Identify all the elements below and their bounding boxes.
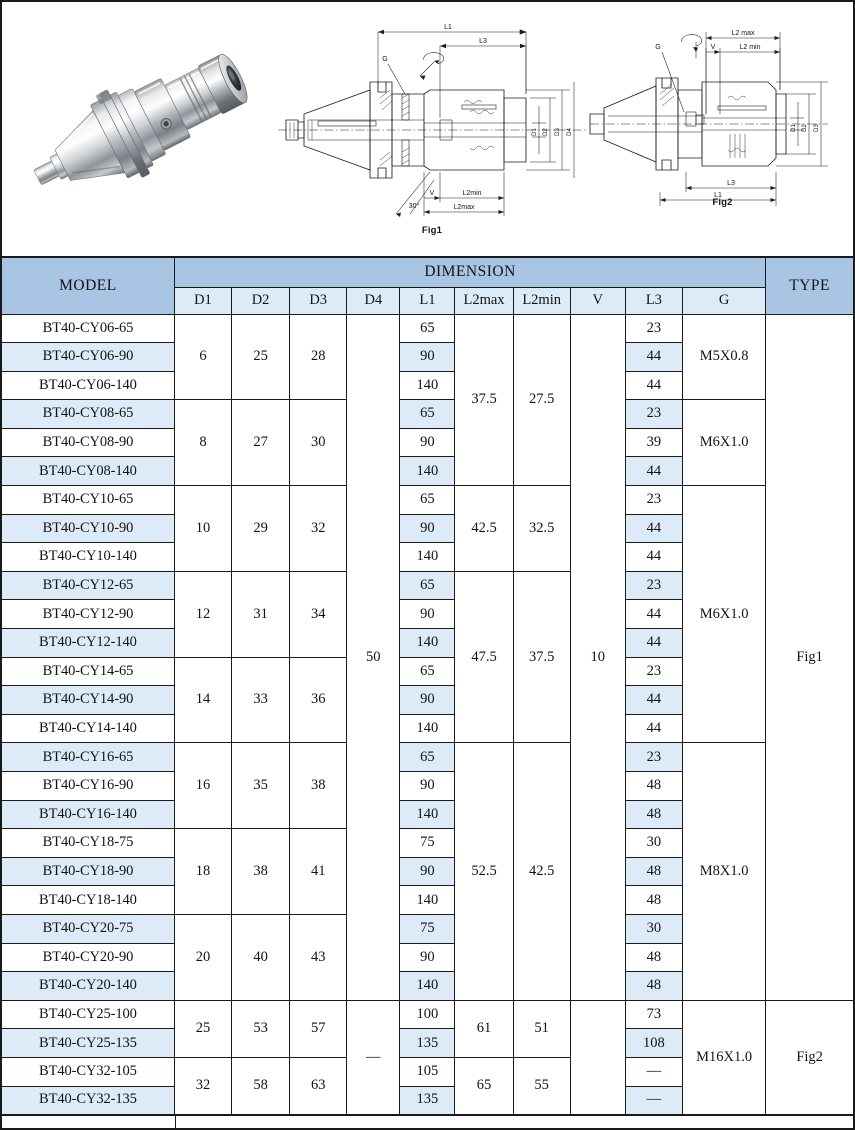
- cell-l3: 23: [625, 400, 682, 429]
- cell-g: M6X1.0: [682, 486, 765, 743]
- cell-l3: 73: [625, 1000, 682, 1029]
- cell-model: BT40-CY20-75: [1, 914, 174, 943]
- cell-l1: 75: [400, 914, 455, 943]
- cell-l3: 48: [625, 772, 682, 801]
- cell-model: BT40-CY12-90: [1, 600, 174, 629]
- fig1-label-d3: D3: [555, 128, 561, 136]
- fig1-drawing: [274, 2, 590, 256]
- cell-d3: 43: [290, 914, 347, 1000]
- cell-l2max: 37.5: [455, 314, 513, 486]
- cell-l2max: 42.5: [455, 486, 513, 572]
- fig2-drawing: [590, 2, 855, 256]
- cell-d2: 25: [232, 314, 290, 400]
- cell-l1: 90: [400, 772, 455, 801]
- cell-model: BT40-CY10-90: [1, 514, 174, 543]
- header-g: G: [682, 287, 765, 314]
- cell-model: BT40-CY14-90: [1, 686, 174, 715]
- fig1-caption: Fig1: [421, 225, 443, 236]
- cell-l2min: 55: [513, 1057, 570, 1114]
- cell-l3: 30: [625, 914, 682, 943]
- cell-model: BT40-CY12-140: [1, 629, 174, 658]
- cell-model: BT40-CY18-90: [1, 857, 174, 886]
- cell-d3: 36: [290, 657, 347, 743]
- header-dimension: DIMENSION: [174, 257, 765, 287]
- cell-l3: 48: [625, 943, 682, 972]
- partial-row-divider: [175, 1116, 176, 1130]
- cell-model: BT40-CY06-65: [1, 314, 174, 343]
- fig1-label-g: G: [382, 56, 388, 63]
- fig2-label-d1: D1: [791, 124, 797, 132]
- table-row: [1, 1000, 854, 1029]
- fig2-label-g: G: [655, 44, 661, 51]
- header-type: TYPE: [766, 257, 854, 314]
- cell-d3: 38: [290, 743, 347, 829]
- cell-model: BT40-CY12-65: [1, 571, 174, 600]
- fig1-label-l2max: L2max: [453, 204, 475, 211]
- cell-l1: 140: [400, 629, 455, 658]
- cell-d2: 27: [232, 400, 290, 486]
- fig2-label-d3: D3: [814, 124, 820, 132]
- cell-model: BT40-CY20-140: [1, 972, 174, 1001]
- cell-l1: 140: [400, 457, 455, 486]
- cell-l2min: 32.5: [513, 486, 570, 572]
- cell-l3: 44: [625, 629, 682, 658]
- cell-model: BT40-CY16-90: [1, 772, 174, 801]
- cell-l1: 90: [400, 943, 455, 972]
- cell-model: BT40-CY14-65: [1, 657, 174, 686]
- table-row: [1, 314, 854, 343]
- cell-l1: 90: [400, 600, 455, 629]
- cell-l2min: 51: [513, 1000, 570, 1057]
- cell-l1: 65: [400, 743, 455, 772]
- cell-d1: 20: [174, 914, 231, 1000]
- cell-d1: 16: [174, 743, 231, 829]
- cell-l1: 90: [400, 686, 455, 715]
- cell-d2: 40: [232, 914, 290, 1000]
- cell-l1: 140: [400, 972, 455, 1001]
- cell-model: BT40-CY18-140: [1, 886, 174, 915]
- cell-l1: 65: [400, 486, 455, 515]
- cell-l3: 48: [625, 857, 682, 886]
- cell-d1: 32: [174, 1057, 231, 1114]
- cell-l3: 44: [625, 714, 682, 743]
- fig1-label-angle: 30°: [408, 203, 420, 210]
- cell-l3: 30: [625, 829, 682, 858]
- cell-l1: 140: [400, 371, 455, 400]
- cell-l3: 23: [625, 314, 682, 343]
- cell-l1: 90: [400, 857, 455, 886]
- header-d3: D3: [290, 287, 347, 314]
- cell-l2max: 65: [455, 1057, 513, 1114]
- fig1-label-d4: D4: [567, 128, 573, 136]
- header-l1: L1: [400, 287, 455, 314]
- cell-model: BT40-CY20-90: [1, 943, 174, 972]
- cell-model: BT40-CY10-65: [1, 486, 174, 515]
- table-head: [1, 257, 854, 314]
- figure-panel: [0, 0, 855, 256]
- cell-d3: 28: [290, 314, 347, 400]
- cell-d2: 33: [232, 657, 290, 743]
- cell-l1: 65: [400, 314, 455, 343]
- cell-l3: 44: [625, 543, 682, 572]
- header-model: MODEL: [1, 257, 174, 314]
- fig2-label-l3: L3: [727, 180, 735, 187]
- cell-d3: 57: [290, 1000, 347, 1057]
- cell-model: BT40-CY16-140: [1, 800, 174, 829]
- fig1-label-l2min: L2min: [462, 190, 482, 197]
- cell-l1: 140: [400, 886, 455, 915]
- cell-model: BT40-CY16-65: [1, 743, 174, 772]
- fig2-label-l2max: L2 max: [731, 30, 755, 37]
- cell-model: BT40-CY25-100: [1, 1000, 174, 1029]
- cell-v: 10: [570, 314, 625, 1000]
- partial-row: [0, 1116, 855, 1130]
- cell-l2min: 42.5: [513, 743, 570, 1000]
- cell-model: BT40-CY32-105: [1, 1057, 174, 1086]
- cell-model: BT40-CY18-75: [1, 829, 174, 858]
- cell-l2max: 52.5: [455, 743, 513, 1000]
- cell-model: BT40-CY06-140: [1, 371, 174, 400]
- cell-d2: 35: [232, 743, 290, 829]
- cell-l3: 44: [625, 371, 682, 400]
- cell-d4: 50: [347, 314, 400, 1000]
- fig1-label-v: V: [429, 190, 435, 197]
- cell-type: Fig1: [766, 314, 854, 1000]
- cell-d3: 30: [290, 400, 347, 486]
- cell-d1: 8: [174, 400, 231, 486]
- cell-l1: 135: [400, 1029, 455, 1058]
- cell-l2max: 61: [455, 1000, 513, 1057]
- cell-d3: 41: [290, 829, 347, 915]
- cell-l1: 140: [400, 800, 455, 829]
- cell-l1: 90: [400, 514, 455, 543]
- cell-l1: 135: [400, 1086, 455, 1115]
- cell-d1: 14: [174, 657, 231, 743]
- cell-l1: 90: [400, 343, 455, 372]
- cell-l1: 65: [400, 657, 455, 686]
- cell-model: BT40-CY06-90: [1, 343, 174, 372]
- cell-d2: 29: [232, 486, 290, 572]
- cell-d3: 63: [290, 1057, 347, 1114]
- cell-l2min: 27.5: [513, 314, 570, 486]
- fig2-label-d2: D2: [802, 124, 808, 132]
- fig2-label-l1: L1: [714, 192, 722, 199]
- cell-l3: 48: [625, 800, 682, 829]
- cell-l3: 44: [625, 343, 682, 372]
- cell-l3: —: [625, 1057, 682, 1086]
- cell-l1: 100: [400, 1000, 455, 1029]
- header-l2max: L2max: [455, 287, 513, 314]
- cell-l3: 48: [625, 886, 682, 915]
- cell-l3: 44: [625, 600, 682, 629]
- header-d2: D2: [232, 287, 290, 314]
- cell-d2: 53: [232, 1000, 290, 1057]
- cell-g: M16X1.0: [682, 1000, 765, 1114]
- cell-d4: —: [347, 1000, 400, 1114]
- cell-model: BT40-CY08-140: [1, 457, 174, 486]
- fig1-label-d2: D2: [543, 128, 549, 136]
- table-body: [1, 314, 854, 1115]
- fig2-label-l2min: L2 min: [739, 44, 761, 51]
- cell-l3: 44: [625, 686, 682, 715]
- fig1-label-l1: L1: [444, 24, 452, 31]
- cell-d1: 6: [174, 314, 231, 400]
- fig2-label-v: V: [710, 44, 716, 51]
- cell-model: BT40-CY08-65: [1, 400, 174, 429]
- cell-l2min: 37.5: [513, 571, 570, 743]
- header-l2min: L2min: [513, 287, 570, 314]
- cell-g: M5X0.8: [682, 314, 765, 400]
- table-row: [1, 400, 854, 429]
- cell-l2max: 47.5: [455, 571, 513, 743]
- cell-model: BT40-CY25-135: [1, 1029, 174, 1058]
- header-v: V: [570, 287, 625, 314]
- cell-model: BT40-CY14-140: [1, 714, 174, 743]
- header-d4: D4: [347, 287, 400, 314]
- cell-l3: —: [625, 1086, 682, 1115]
- cell-l1: 65: [400, 400, 455, 429]
- cell-d1: 10: [174, 486, 231, 572]
- cell-l1: 140: [400, 543, 455, 572]
- cell-d1: 25: [174, 1000, 231, 1057]
- fig1-label-d1: D1: [532, 128, 538, 136]
- cell-l3: 23: [625, 657, 682, 686]
- cell-l3: 48: [625, 972, 682, 1001]
- cell-g: M6X1.0: [682, 400, 765, 486]
- cell-model: BT40-CY08-90: [1, 428, 174, 457]
- table-row: [1, 743, 854, 772]
- fig2-caption: Fig2: [712, 197, 733, 208]
- cell-type: Fig2: [766, 1000, 854, 1114]
- cell-d3: 34: [290, 571, 347, 657]
- cell-v: [570, 1000, 625, 1114]
- cell-d2: 38: [232, 829, 290, 915]
- cell-d2: 31: [232, 571, 290, 657]
- cell-l1: 75: [400, 829, 455, 858]
- fig1-label-l3: L3: [479, 38, 487, 45]
- cell-d2: 58: [232, 1057, 290, 1114]
- cell-l1: 90: [400, 428, 455, 457]
- cell-d1: 18: [174, 829, 231, 915]
- cell-l3: 44: [625, 457, 682, 486]
- cell-l3: 23: [625, 571, 682, 600]
- cell-l1: 140: [400, 714, 455, 743]
- cell-d3: 32: [290, 486, 347, 572]
- cell-l1: 65: [400, 571, 455, 600]
- header-d1: D1: [174, 287, 231, 314]
- specification-table: [0, 256, 855, 1116]
- cell-l3: 44: [625, 514, 682, 543]
- cell-l1: 105: [400, 1057, 455, 1086]
- cell-l3: 108: [625, 1029, 682, 1058]
- cell-l3: 23: [625, 743, 682, 772]
- product-photo: [2, 2, 274, 256]
- header-l3: L3: [625, 287, 682, 314]
- cell-l3: 23: [625, 486, 682, 515]
- table-row: [1, 486, 854, 515]
- cell-g: M8X1.0: [682, 743, 765, 1000]
- cell-model: BT40-CY10-140: [1, 543, 174, 572]
- cell-model: BT40-CY32-135: [1, 1086, 174, 1115]
- cell-l3: 39: [625, 428, 682, 457]
- cell-d1: 12: [174, 571, 231, 657]
